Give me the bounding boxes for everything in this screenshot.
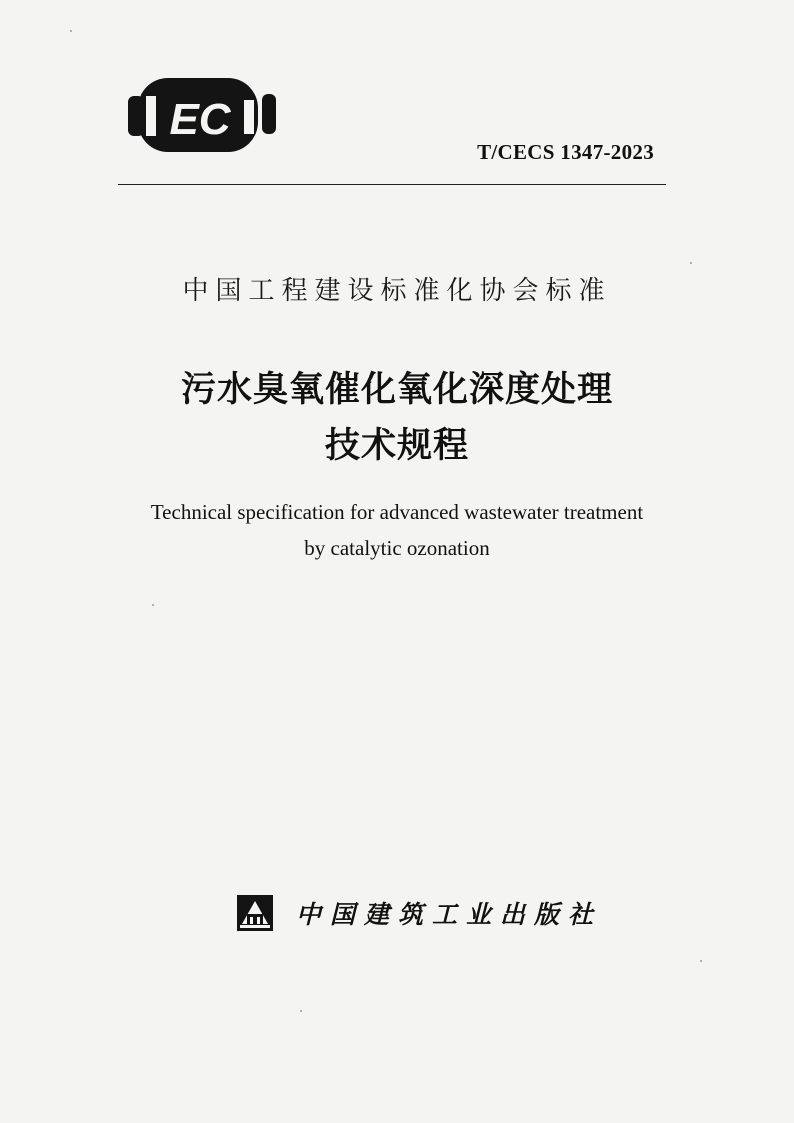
publisher-name: 中国建筑工业出版社: [296, 900, 603, 929]
header-divider: [118, 184, 666, 185]
standard-code: T/CECS 1347-2023: [477, 140, 654, 164]
scan-speck: [700, 960, 702, 962]
association-name: 中国工程建设标准化协会标准: [182, 276, 612, 306]
scan-speck: [690, 262, 692, 264]
scan-speck: [300, 1010, 302, 1012]
title-chinese-line-2: 技术规程: [324, 426, 469, 466]
title-english-line-2: by catalytic ozonation: [304, 536, 490, 560]
title-chinese-line-1: 污水臭氧催化氧化深度处理: [180, 370, 613, 410]
title-english-line-1: Technical specification for advanced wastewater treatment: [150, 500, 644, 524]
svg-text:EC: EC: [169, 95, 231, 144]
publisher-logo-icon: [236, 894, 274, 932]
scan-speck: [152, 604, 154, 606]
publisher: [236, 893, 602, 933]
scan-speck: [70, 30, 72, 32]
cecs-logo-icon: [128, 72, 278, 158]
